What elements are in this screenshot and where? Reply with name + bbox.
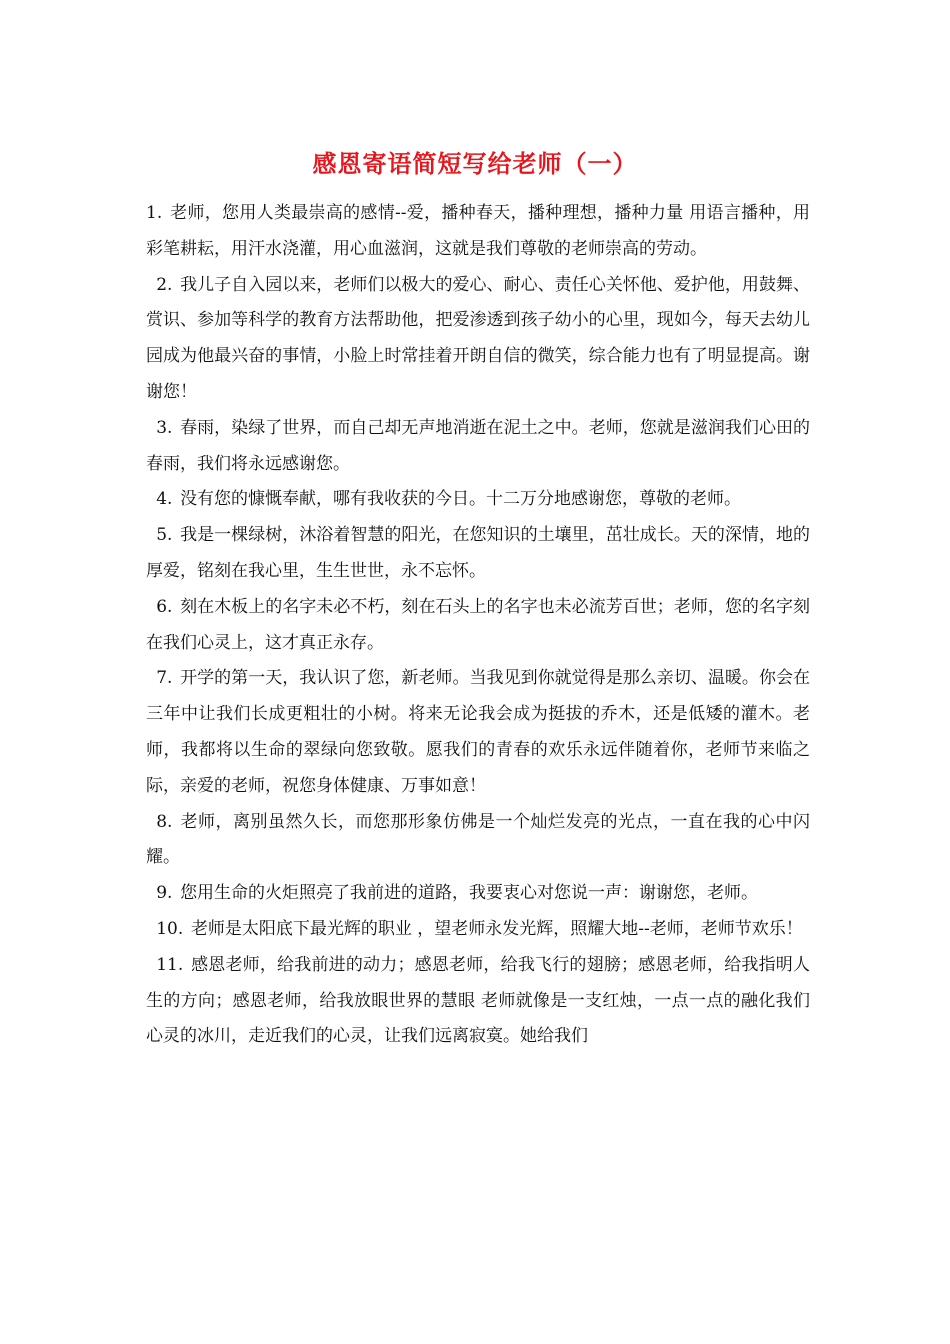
paragraph-text: 没有您的慷慨奉献，哪有我收获的今日。十二万分地感谢您，尊敬的老师。 xyxy=(180,489,742,510)
paragraph-8 xyxy=(146,805,810,877)
paragraph-number: 10. xyxy=(156,918,184,939)
paragraph-number: 8. xyxy=(156,811,173,832)
paragraph-number: 11. xyxy=(156,954,184,975)
paragraph-number: 3. xyxy=(156,417,173,438)
paragraph-text: 老师是太阳底下最光辉的职业 ，望老师永发光辉，照耀大地--老师，老师节欢乐！ xyxy=(190,918,803,939)
paragraph-text: 老师，您用人类最崇高的感情--爱，播种春天，播种理想，播种力量 用语言播种，用彩笔耕耘，用汗水浇灌，用心血滋润，这就是我们尊敬的老师崇高的劳动。 xyxy=(146,203,810,259)
paragraph-number: 5. xyxy=(156,525,173,546)
paragraph-4 xyxy=(146,482,810,518)
paragraph-text: 我是一棵绿树，沐浴着智慧的阳光，在您知识的土壤里，茁壮成长。天的深情，地的厚爱，铭刻在我心里，生生世世，永不忘怀。 xyxy=(146,525,810,581)
paragraph-text: 老师，离别虽然久长，而您那形象仿佛是一个灿烂发亮的光点，一直在我的心中闪耀。 xyxy=(146,811,810,868)
paragraph-11 xyxy=(146,948,810,1055)
paragraph-number: 4. xyxy=(156,489,173,510)
paragraph-number: 1. xyxy=(146,203,163,223)
paragraph-1 xyxy=(146,196,810,268)
paragraph-text: 我儿子自入园以来，老师们以极大的爱心、耐心、责任心关怀他、爱护他，用鼓舞、赏识、参加等科学的教育方法帮助他，把爱渗透到孩子幼小的心里，现如今，每天去幼儿园成为他最兴奋的事情，小脸上时常挂着开朗自信的微笑，综合能力也有了明显提高。谢谢您！ xyxy=(146,274,810,402)
paragraph-text: 您用生命的火炬照亮了我前进的道路，我要衷心对您说一声：谢谢您，老师。 xyxy=(180,883,759,904)
document-body xyxy=(146,196,810,1055)
paragraph-text: 刻在木板上的名字未必不朽，刻在石头上的名字也未必流芳百世；老师，您的名字刻在我们心灵上，这才真正永存。 xyxy=(146,596,810,653)
paragraph-number: 9. xyxy=(156,883,173,904)
paragraph-6 xyxy=(146,590,810,662)
paragraph-text: 感恩老师，给我前进的动力；感恩老师，给我飞行的翅膀；感恩老师，给我指明人生的方向；感恩老师，给我放眼世界的慧眼 老师就像是一支红烛，一点一点的融化我们心灵的冰川，走近我们的心灵，让我们远离寂寞。她给我们 xyxy=(146,954,810,1047)
paragraph-number: 7. xyxy=(156,668,173,689)
paragraph-10 xyxy=(146,912,810,948)
paragraph-5 xyxy=(146,518,810,590)
paragraph-9 xyxy=(146,876,810,912)
paragraph-2 xyxy=(146,268,810,411)
paragraph-text: 春雨，染绿了世界，而自己却无声地消逝在泥土之中。老师，您就是滋润我们心田的春雨，我们将永远感谢您。 xyxy=(146,417,810,474)
paragraph-3 xyxy=(146,411,810,483)
paragraph-number: 6. xyxy=(156,596,173,617)
paragraph-7 xyxy=(146,661,810,804)
document-title: 感恩寄语简短写给老师（一） xyxy=(312,149,638,178)
paragraph-number: 2. xyxy=(156,274,173,295)
paragraph-text: 开学的第一天，我认识了您，新老师。当我见到你就觉得是那么亲切、温暖。你会在三年中让我们长成更粗壮的小树。将来无论我会成为挺拔的乔木，还是低矮的灌木。老师，我都将以生命的翠绿向您致敬。愿我们的青春的欢乐永远伴随着你，老师节来临之际，亲爱的老师，祝您身体健康、万事如意！ xyxy=(146,668,810,796)
